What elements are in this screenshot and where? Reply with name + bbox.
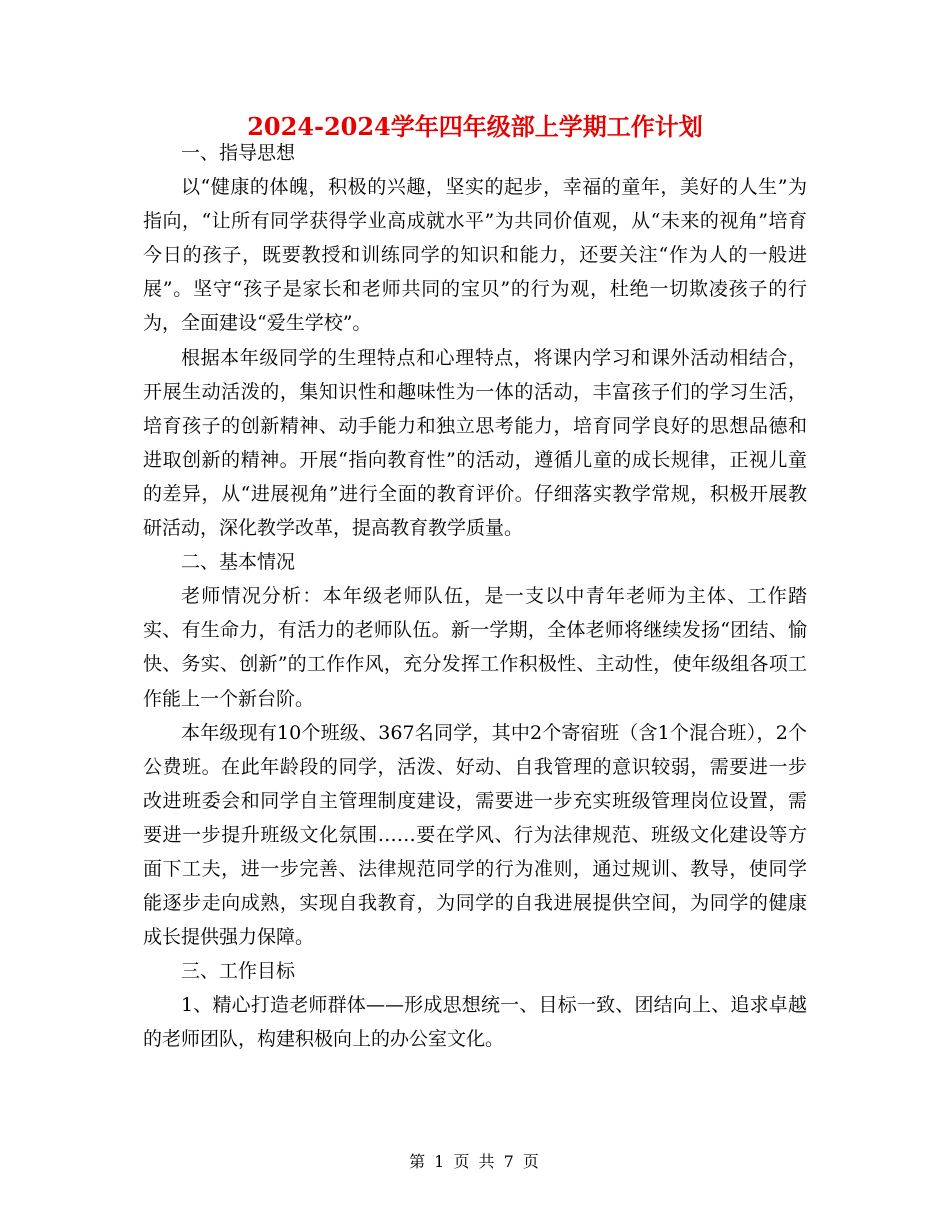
section-heading-work-goals: 三、工作目标 — [181, 960, 296, 983]
document-body — [143, 136, 807, 1057]
paragraph-goal-1: 1、精心打造老师群体——形成思想统一、目标一致、团结向上、追求卓越的老师团队，构建积极向上的办公室文化。 — [143, 994, 807, 1051]
paragraph-guiding-ideology: 以“健康的体魄，积极的兴趣，坚实的起步，幸福的童年，美好的人生”为指向，“让所有同学获得学业高成就水平”为共同价值观，从“未来的视角”培育今日的孩子，既要教授和训练同学的知识和能力，还要关注“作为人的一般进展”。坚守“孩子是家长和老师共同的宝贝”的行为观，杜绝一切欺凌孩子的行为，全面建设“爱生学校”。 — [143, 176, 807, 335]
page-footer: 第 1 页 共 7 页 — [409, 1152, 541, 1171]
document-title: 2024-2024学年四年级部上学期工作计划 — [247, 112, 703, 141]
section-heading-basic-situation: 二、基本情况 — [181, 551, 296, 574]
section-heading-guiding-ideology: 一、指导思想 — [181, 142, 296, 164]
paragraph-teacher-analysis: 老师情况分析：本年级老师队伍，是一支以中青年老师为主体、工作踏实、有生命力，有活力的老师队伍。新一学期，全体老师将继续发扬“团结、愉快、务实、创新”的工作作风，充分发挥工作积极性、主动性，使年级组各项工作能上一个新台阶。 — [143, 585, 807, 710]
paragraph-activities: 根据本年级同学的生理特点和心理特点，将课内学习和课外活动相结合，开展生动活泼的，集知识性和趣味性为一体的活动，丰富孩子们的学习生活，培育孩子的创新精神、动手能力和独立思考能力，培育同学良好的思想品德和进取创新的精神。开展“指向教育性”的活动，遵循儿童的成长规律，正视儿童的差异，从“进展视角”进行全面的教育评价。仔细落实教学常规，积极开展教研活动，深化教学改革，提高教育教学质量。 — [143, 346, 807, 540]
paragraph-student-situation: 本年级现有10个班级、367名同学，其中2个寄宿班（含1个混合班），2个公费班。在此年龄段的同学，活泼、好动、自我管理的意识较弱，需要进一步改进班委会和同学自主管理制度建设，需要进一步充实班级管理岗位设置，需要进一步提升班级文化氛围……要在学风、行为法律规范、班级文化建设等方面下工夫，进一步完善、法律规范同学的行为准则，通过规训、教导，使同学能逐步走向成熟，实现自我教育，为同学的自我进展提供空间，为同学的健康成长提供强力保障。 — [143, 721, 807, 949]
